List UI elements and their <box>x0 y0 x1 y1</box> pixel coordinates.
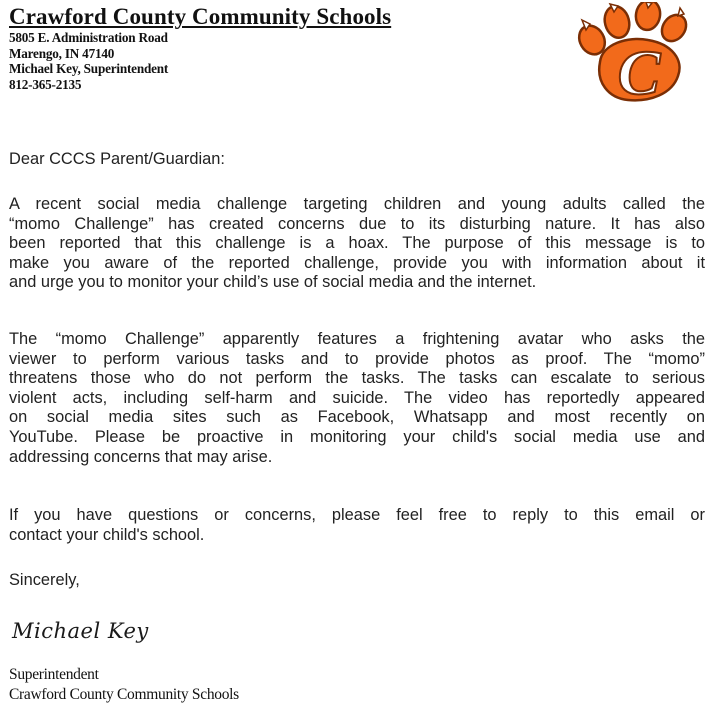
paw-logo-icon <box>562 2 696 106</box>
paragraph-2-line: threatens those who do not perform the tasks. The tasks can escalate to serious <box>9 369 705 388</box>
paragraph-2-line: YouTube. Please be proactive in monitoring your child's social media use and <box>9 427 705 446</box>
paragraph-3-line: If you have questions or concerns, please feel free to reply to this email or <box>9 506 705 524</box>
paragraph-2-line: violent acts, including self-harm and suicide. The video has reportedly appeared <box>9 388 705 407</box>
paragraph-2-line: addressing concerns that may arise. <box>9 447 273 466</box>
address-line-2: Marengo, IN 47140 <box>9 45 115 61</box>
signer-title: Superintendent <box>9 666 99 683</box>
paragraph-3-line: contact your child's school. <box>9 525 205 544</box>
paragraph-2 <box>9 330 705 467</box>
phone-number: 812-365-2135 <box>9 76 82 92</box>
org-name: Crawford County Community Schools <box>9 4 392 29</box>
address-line-1: 5805 E. Administration Road <box>9 30 168 45</box>
paragraph-1-line: been reported that this challenge is a hoax. The purpose of this message is to <box>9 234 705 253</box>
closing: Sincerely, <box>9 571 80 589</box>
contact-name: Michael Key, Superintendent <box>9 61 169 76</box>
paragraph-2-line: The “momo Challenge” apparently features a frightening avatar who asks the <box>9 330 705 348</box>
paragraph-2-line: on social media sites such as Facebook, Whatsapp and most recently on <box>9 408 705 427</box>
logo-letter: C <box>617 37 661 106</box>
signer-block <box>9 665 239 705</box>
paragraph-1 <box>9 195 705 293</box>
paragraph-1-line: make you aware of the reported challenge, provide you with information about it <box>9 253 705 272</box>
paragraph-1-line: “momo Challenge” has created concerns due to its disturbing nature. It has also <box>9 214 705 233</box>
letterhead <box>9 4 391 92</box>
salutation: Dear CCCS Parent/Guardian: <box>9 150 225 168</box>
paragraph-1-line: A recent social media challenge targeting children and young adults called the <box>9 195 705 213</box>
paragraph-1-line: and urge you to monitor your child’s use of social media and the internet. <box>9 273 537 292</box>
signature <box>10 614 150 648</box>
paragraph-3 <box>9 506 705 545</box>
signature-text: Michael Key <box>12 619 149 643</box>
paragraph-2-line: viewer to perform various tasks and to provide photos as proof. The “momo” <box>9 349 705 368</box>
signer-org: Crawford County Community Schools <box>9 686 239 703</box>
